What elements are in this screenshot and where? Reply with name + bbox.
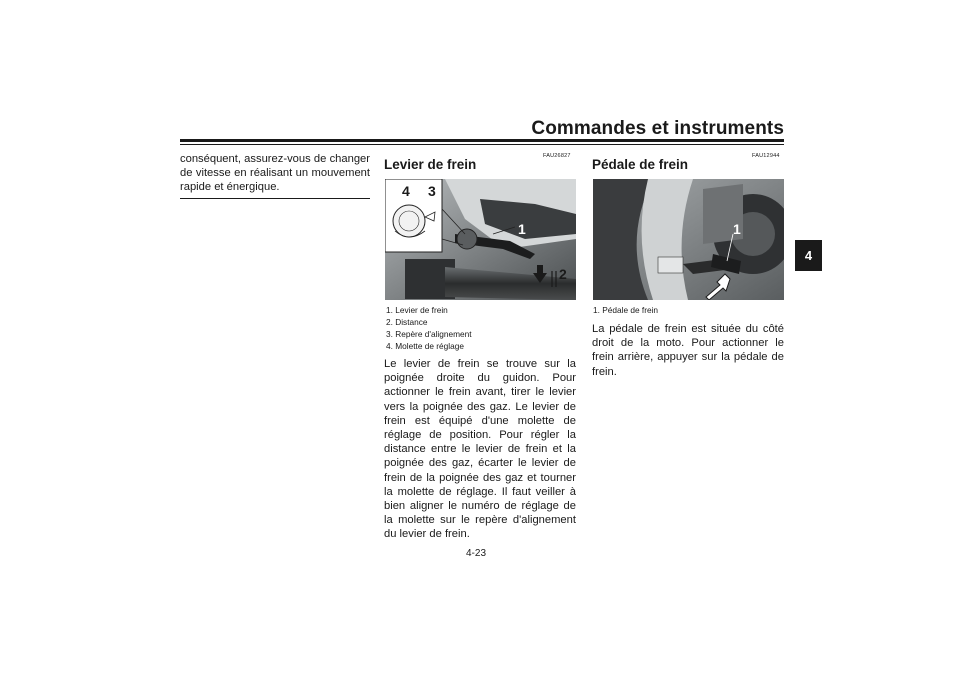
- column1-text: conséquent, assurez-vous de changer de vitesse en réalisant un mouvement rapide et énergique.: [180, 153, 370, 194]
- brake-pedal-title: Pédale de frein: [592, 157, 689, 172]
- header-rule: [180, 139, 784, 142]
- callout-4: 4: [402, 183, 410, 199]
- brake-lever-captions: [386, 304, 472, 352]
- header-rule-thin: [180, 144, 784, 145]
- caption: 2. Distance: [386, 317, 428, 327]
- caption: 1. Levier de frein: [386, 305, 448, 315]
- brake-pedal-captions: [593, 304, 658, 316]
- chapter-tab[interactable]: 4: [795, 240, 822, 271]
- callout-1: 1: [518, 221, 526, 237]
- brake-pedal-body: La pédale de frein est située du côté droit de la moto. Pour actionner le frein arrière, appuyer sur la pédale de frein.: [592, 323, 784, 378]
- brake-lever-figure: [385, 179, 576, 300]
- caption: 4. Molette de réglage: [386, 341, 464, 351]
- callout-3: 3: [428, 183, 436, 199]
- caption: 3. Repère d'alignement: [386, 329, 472, 339]
- page-number: 4-23: [466, 548, 487, 559]
- brake-lever-code: FAU26827: [543, 153, 571, 159]
- brake-lever-body: Le levier de frein se trouve sur la poignée droite du guidon. Pour actionner le frein avant, tirer le levier vers la poignée des gaz. Le levier de frein est équipé d'une molette de réglage de position. Pour régler la distance entre le levier de frein et la poignée des gaz, écarter le levier de frein de la poignée des gaz et tourner la molette de réglage. Il faut veiller à bien aligner le numéro de réglage de la molette sur le repère d'alignement du levier de frein.: [384, 358, 576, 541]
- column1-rule: [180, 198, 370, 199]
- brake-pedal-code: FAU12944: [752, 153, 780, 159]
- callout-1: 1: [733, 221, 741, 237]
- page-header-title: Commandes et instruments: [531, 118, 784, 139]
- brake-pedal-figure: [593, 179, 784, 300]
- callout-2: 2: [559, 266, 567, 282]
- caption: 1. Pédale de frein: [593, 305, 659, 315]
- brake-lever-title: Levier de frein: [384, 157, 477, 172]
